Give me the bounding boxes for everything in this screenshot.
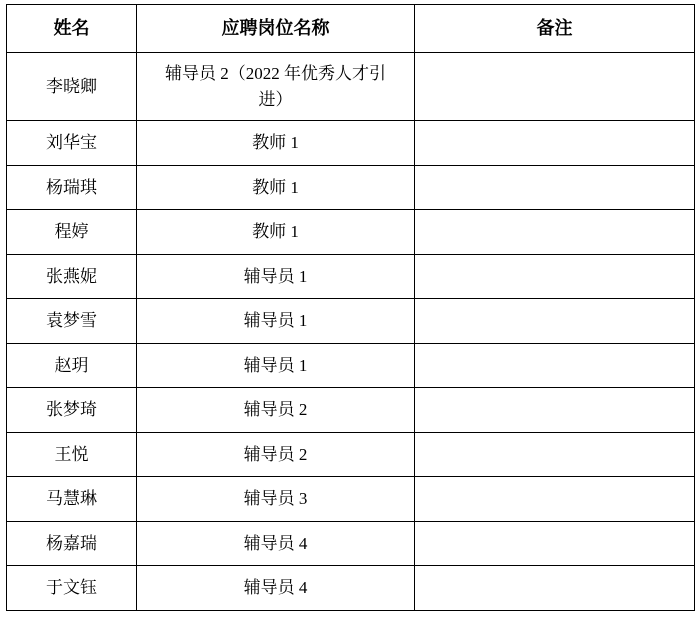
cell-name: 张燕妮: [7, 254, 137, 299]
column-header-name: 姓名: [7, 5, 137, 53]
cell-name: 赵玥: [7, 343, 137, 388]
cell-position: 辅导员 3: [137, 477, 415, 522]
table-row: [7, 210, 695, 255]
cell-name: 杨瑞琪: [7, 165, 137, 210]
cell-name: 王悦: [7, 432, 137, 477]
cell-note: [415, 165, 695, 210]
cell-name: 杨嘉瑞: [7, 521, 137, 566]
cell-position: [137, 53, 415, 121]
table-row: [7, 388, 695, 433]
cell-name: 张梦琦: [7, 388, 137, 433]
cell-name: 刘华宝: [7, 121, 137, 166]
cell-name: 李晓卿: [7, 53, 137, 121]
table-row: [7, 121, 695, 166]
table-row: [7, 53, 695, 121]
cell-note: [415, 210, 695, 255]
cell-position: 辅导员 1: [137, 299, 415, 344]
cell-note: [415, 521, 695, 566]
table-body: [7, 53, 695, 611]
cell-note: [415, 121, 695, 166]
cell-note: [415, 343, 695, 388]
cell-position: 辅导员 4: [137, 566, 415, 611]
cell-name: 程婷: [7, 210, 137, 255]
cell-position-text: 辅导员 2（2022 年优秀人才引进）: [165, 64, 386, 109]
cell-note: [415, 432, 695, 477]
cell-position: 教师 1: [137, 121, 415, 166]
table-row: [7, 343, 695, 388]
cell-position: 辅导员 2: [137, 388, 415, 433]
cell-position: 辅导员 4: [137, 521, 415, 566]
column-header-note: 备注: [415, 5, 695, 53]
cell-note: [415, 388, 695, 433]
cell-position: 辅导员 1: [137, 343, 415, 388]
table-row: [7, 299, 695, 344]
cell-note: [415, 566, 695, 611]
table-row: [7, 566, 695, 611]
cell-position: 教师 1: [137, 165, 415, 210]
table-row: [7, 432, 695, 477]
cell-note: [415, 254, 695, 299]
cell-position: 辅导员 1: [137, 254, 415, 299]
cell-name: 马慧琳: [7, 477, 137, 522]
column-header-position: 应聘岗位名称: [137, 5, 415, 53]
cell-name: 袁梦雪: [7, 299, 137, 344]
cell-note: [415, 299, 695, 344]
cell-name: 于文钰: [7, 566, 137, 611]
table-row: [7, 477, 695, 522]
applicant-roster-table: [6, 4, 695, 611]
table-row: [7, 165, 695, 210]
cell-note: [415, 477, 695, 522]
cell-position: 教师 1: [137, 210, 415, 255]
table-header: [7, 5, 695, 53]
table-row: [7, 254, 695, 299]
cell-position: 辅导员 2: [137, 432, 415, 477]
table-row: [7, 521, 695, 566]
cell-note: [415, 53, 695, 121]
table-header-row: [7, 5, 695, 53]
